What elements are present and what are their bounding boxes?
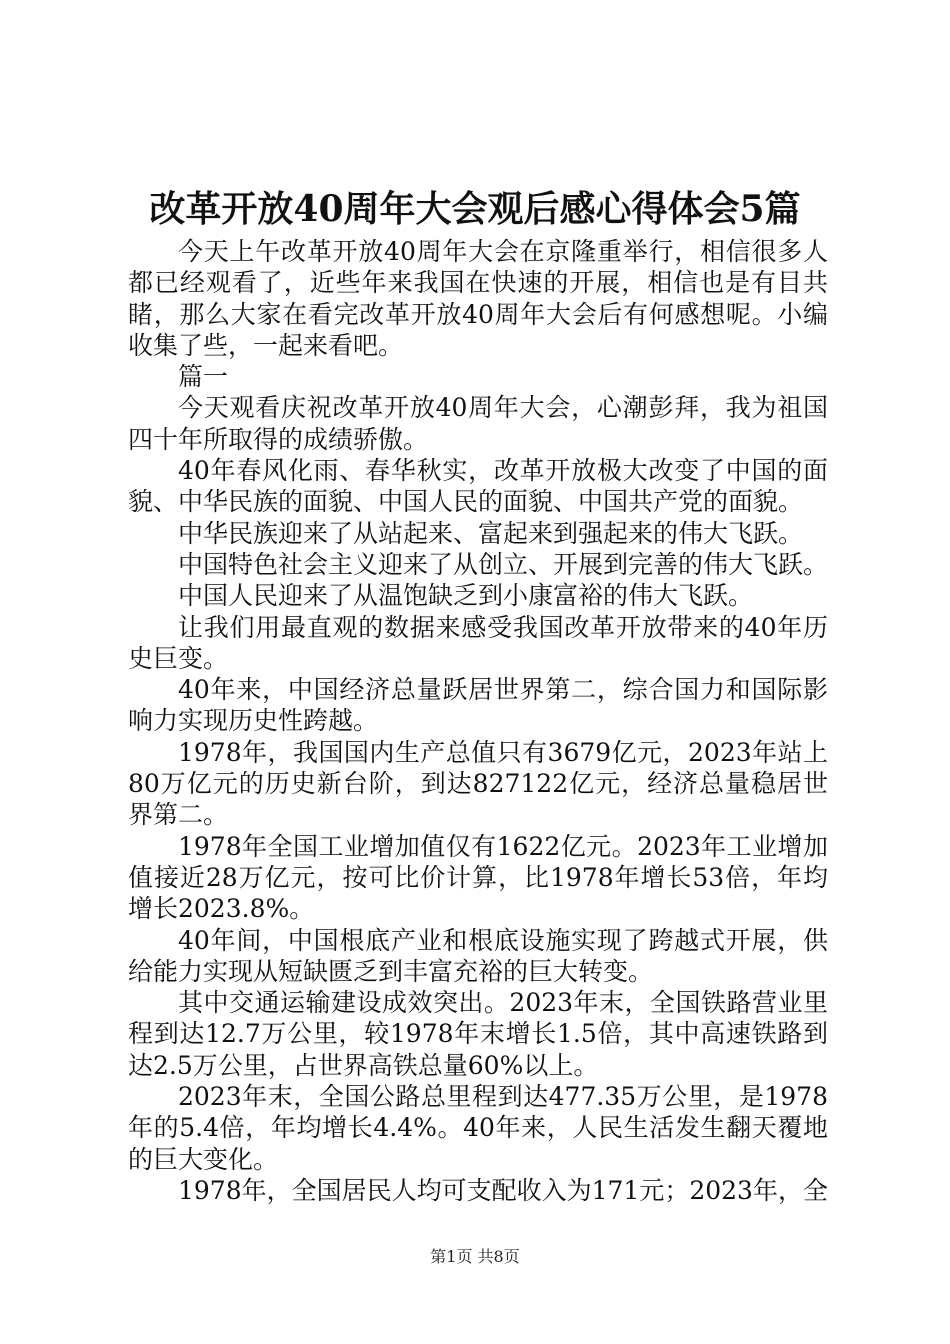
- page-footer: 第1页 共8页: [430, 1247, 520, 1266]
- paragraph: 1978年，全国居民人均可支配收入为171元；2023年，全: [178, 1175, 828, 1205]
- paragraph: 让我们用最直观的数据来感受我国改革开放带来的40年历史巨变。: [128, 612, 828, 673]
- paragraph: 40年间，中国根底产业和根底设施实现了跨越式开展，供给能力实现从短缺匮乏到丰富充裕的巨大转变。: [128, 925, 828, 986]
- document-body: [128, 236, 828, 1206]
- paragraph: 其中交通运输建设成效突出。2023年末，全国铁路营业里程到达12.7万公里，较1978年末增长1.5倍，其中高速铁路到达2.5万公里，占世界高铁总量60%以上。: [128, 988, 828, 1080]
- paragraph: 今天上午改革开放40周年大会在京隆重举行，相信很多人都已经观看了，近些年来我国在快速的开展，相信也是有目共睹，那么大家在看完改革开放40周年大会后有何感想呢。小编收集了些，一起来看吧。: [128, 237, 828, 360]
- paragraph: 1978年全国工业增加值仅有1622亿元。2023年工业增加值接近28万亿元，按可比价计算，比1978年增长53倍，年均增长2023.8%。: [128, 831, 828, 924]
- document-title: 改革开放40周年大会观后感心得体会5篇: [149, 188, 801, 230]
- paragraph: 40年春风化雨、春华秋实，改革开放极大改变了中国的面貌、中华民族的面貌、中国人民的面貌、中国共产党的面貌。: [128, 456, 828, 517]
- paragraph: 中华民族迎来了从站起来、富起来到强起来的伟大飞跃。: [178, 518, 804, 548]
- paragraph: 中国人民迎来了从温饱缺乏到小康富裕的伟大飞跃。: [178, 581, 754, 611]
- paragraph: 1978年，我国国内生产总值只有3679亿元，2023年站上80万亿元的历史新台阶，到达827122亿元，经济总量稳居世界第二。: [128, 737, 828, 830]
- paragraph: 2023年末，全国公路总里程到达477.35万公里，是1978年的5.4倍，年均增长4.4%。40年来，人民生活发生翻天覆地的巨大变化。: [128, 1082, 828, 1174]
- paragraph: 40年来，中国经济总量跃居世界第二，综合国力和国际影响力实现历史性跨越。: [128, 675, 828, 736]
- section-heading: 篇一: [178, 362, 229, 392]
- paragraph: 中国特色社会主义迎来了从创立、开展到完善的伟大飞跃。: [178, 549, 829, 579]
- paragraph: 今天观看庆祝改革开放40周年大会，心潮彭拜，我为祖国四十年所取得的成绩骄傲。: [128, 393, 828, 454]
